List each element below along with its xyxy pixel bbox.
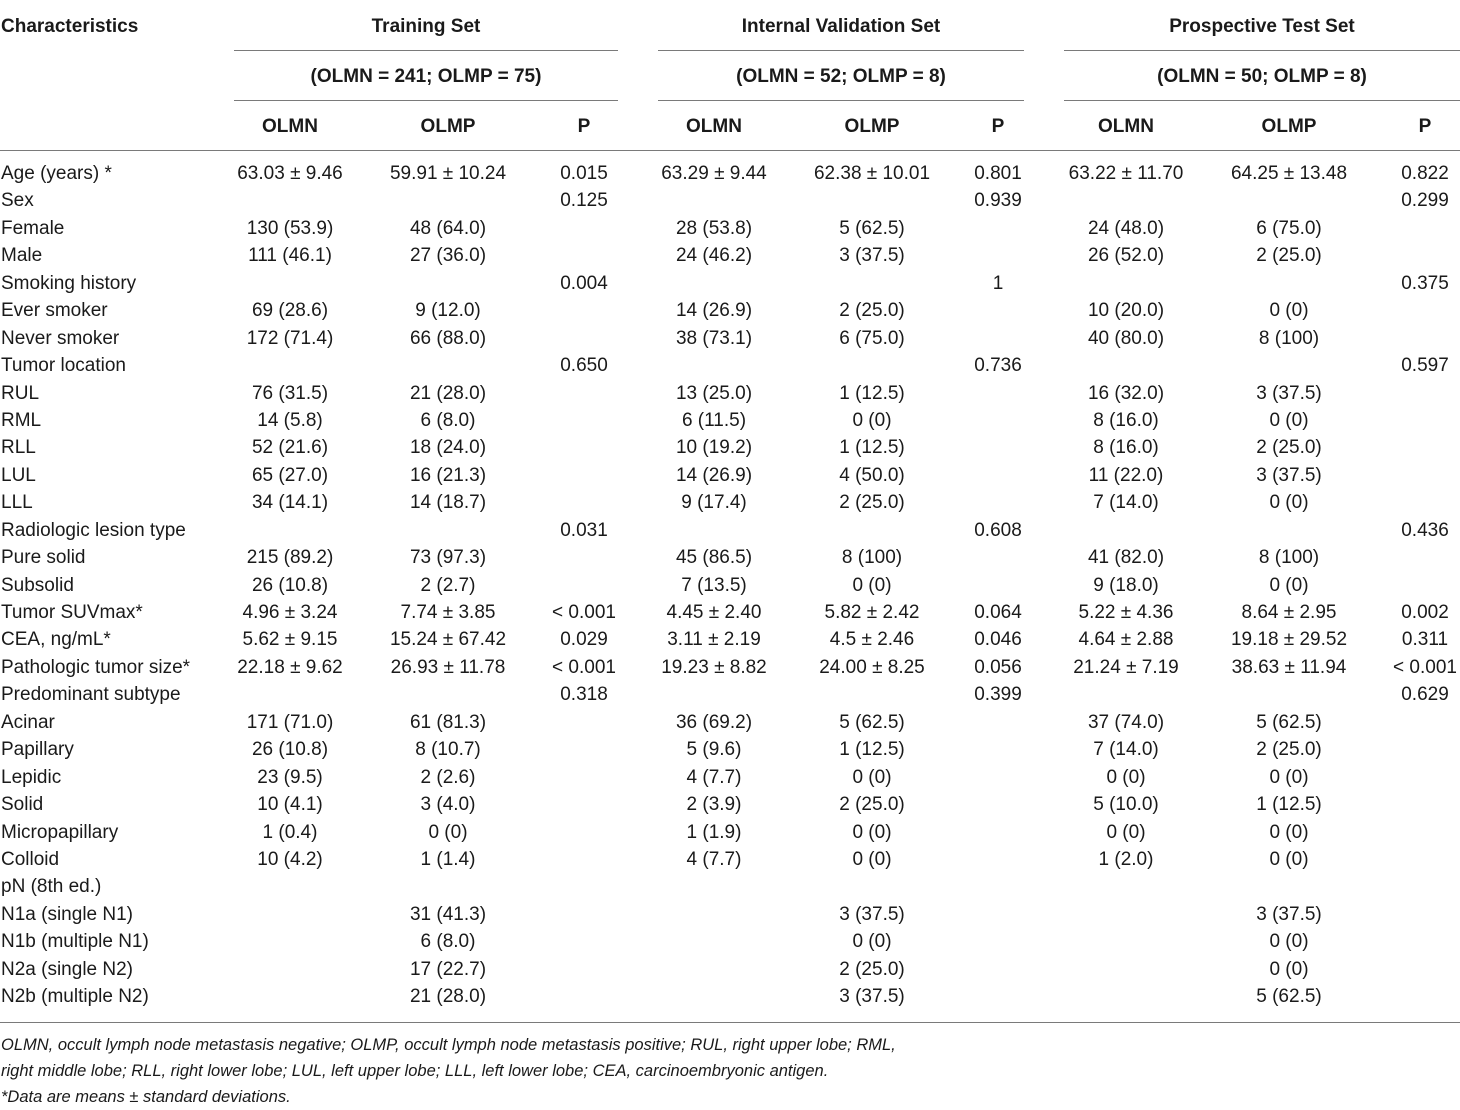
- table-cell: 6 (8.0): [420, 931, 476, 953]
- table-cell: 2 (25.0): [1256, 437, 1322, 459]
- table-cell: 6 (75.0): [839, 327, 905, 349]
- table-cell: 0 (0): [1269, 300, 1309, 322]
- table-cell: 7 (13.5): [681, 574, 747, 596]
- table-cell: 0.046: [974, 629, 1022, 651]
- table-cell: 24 (48.0): [1087, 217, 1165, 239]
- table-cell: 0.031: [560, 519, 608, 541]
- table-row: [0, 929, 1460, 956]
- table-cell: 63.22 ± 11.70: [1068, 163, 1184, 184]
- table-cell: 0.004: [560, 272, 608, 294]
- table-cell: 69 (28.6): [251, 300, 329, 322]
- footnote-line: OLMN, occult lymph node metastasis negative; OLMP, occult lymph node metastasis positive; RUL, right upper lobe; RML,: [1, 1036, 896, 1054]
- table-cell: 5 (62.5): [839, 217, 905, 239]
- row-label: Sex: [1, 190, 34, 212]
- subcol-header: OLMP: [420, 116, 476, 137]
- table-cell: 2 (25.0): [839, 492, 905, 514]
- row-label: N1a (single N1): [1, 903, 133, 925]
- header-bottom-rule: [0, 150, 1460, 151]
- table-cell: 1 (0.4): [262, 821, 318, 843]
- table-cell: 171 (71.0): [246, 711, 334, 733]
- table-cell: 8 (10.7): [415, 739, 481, 761]
- table-cell: 15.24 ± 67.42: [389, 629, 507, 651]
- table-cell: 0.822: [1401, 163, 1449, 184]
- table-cell: 36 (69.2): [675, 711, 753, 733]
- subcol-header: P: [991, 116, 1005, 137]
- table-cell: 21 (28.0): [409, 382, 487, 404]
- table-cell: 0.801: [974, 163, 1022, 184]
- row-label: Colloid: [1, 848, 60, 870]
- group-rule-internal-top: [658, 50, 1024, 51]
- table-cell: 4.45 ± 2.40: [666, 602, 762, 623]
- subcol-header: OLMN: [686, 116, 742, 137]
- table-row: [0, 161, 1460, 188]
- table-cell: 0 (0): [1269, 409, 1309, 431]
- table-row: [0, 408, 1460, 435]
- table-row: [0, 847, 1460, 874]
- table-cell: 0 (0): [1269, 848, 1309, 870]
- table-cell: 66 (88.0): [409, 327, 487, 349]
- table-cell: 26 (10.8): [251, 739, 329, 761]
- table-cell: 0.650: [560, 355, 608, 377]
- row-label: Ever smoker: [1, 300, 108, 322]
- table-cell: 40 (80.0): [1087, 327, 1165, 349]
- group-title-training: Training Set: [371, 16, 481, 37]
- table-cell: 48 (64.0): [409, 217, 487, 239]
- table-cell: 52 (21.6): [251, 437, 329, 459]
- table-cell: 2 (25.0): [839, 794, 905, 816]
- table-cell: 3 (37.5): [839, 245, 905, 267]
- table-cell: 4.96 ± 3.24: [242, 602, 338, 623]
- table-cell: 0 (0): [852, 766, 892, 788]
- group-subtitle-prospective-test: (OLMN = 50; OLMP = 8): [1157, 66, 1367, 87]
- row-label: Micropapillary: [1, 821, 119, 843]
- row-label: Age (years) *: [1, 163, 112, 184]
- row-label: N2a (single N2): [1, 958, 133, 980]
- subcol-header: OLMN: [262, 116, 318, 137]
- table-cell: 64.25 ± 13.48: [1230, 163, 1348, 184]
- table-cell: 215 (89.2): [246, 547, 334, 569]
- row-label: Smoking history: [1, 272, 137, 294]
- table-cell: 7.74 ± 3.85: [400, 602, 496, 623]
- table-cell: 21.24 ± 7.19: [1073, 656, 1179, 678]
- table-cell: 2 (3.9): [686, 794, 742, 816]
- table-cell: 63.29 ± 9.44: [661, 163, 767, 184]
- table-cell: 0 (0): [1269, 574, 1309, 596]
- group-rule-training-top: [234, 50, 618, 51]
- table-cell: 0 (0): [1269, 931, 1309, 953]
- table-cell: 1: [992, 272, 1004, 294]
- table-row: [0, 820, 1460, 847]
- row-label: Tumor location: [1, 355, 126, 377]
- table-cell: 5.62 ± 9.15: [242, 629, 338, 651]
- table-row: [0, 435, 1460, 462]
- table-cell: 16 (32.0): [1087, 382, 1165, 404]
- table-cell: 3.11 ± 2.19: [667, 629, 761, 651]
- table-cell: 3 (37.5): [1256, 464, 1322, 486]
- table-cell: 34 (14.1): [251, 492, 329, 514]
- table-cell: 1 (12.5): [839, 437, 905, 459]
- row-label: Lepidic: [1, 766, 62, 788]
- table-cell: 62.38 ± 10.01: [813, 163, 931, 184]
- table-cell: 9 (18.0): [1093, 574, 1159, 596]
- table-cell: 14 (26.9): [675, 464, 753, 486]
- table-cell: < 0.001: [552, 656, 616, 678]
- table-cell: 1 (12.5): [839, 382, 905, 404]
- table-cell: 31 (41.3): [409, 903, 487, 925]
- table-row: [0, 627, 1460, 654]
- table-cell: 6 (8.0): [420, 409, 476, 431]
- table-cell: 19.23 ± 8.82: [661, 656, 767, 678]
- table-cell: 172 (71.4): [246, 327, 334, 349]
- table-cell: 2 (25.0): [1256, 739, 1322, 761]
- table-cell: 2 (2.6): [420, 766, 476, 788]
- row-label: Tumor SUVmax*: [1, 602, 143, 623]
- row-label: RUL: [1, 382, 40, 404]
- table-cell: 0 (0): [852, 931, 892, 953]
- group-title-internal-validation: Internal Validation Set: [741, 16, 941, 37]
- table-row: [0, 984, 1460, 1011]
- table-row: [0, 655, 1460, 682]
- table-row: [0, 682, 1460, 709]
- table-cell: 0 (0): [1269, 958, 1309, 980]
- table-cell: 59.91 ± 10.24: [389, 163, 507, 184]
- table-cell: 26 (52.0): [1087, 245, 1165, 267]
- subcol-header: P: [577, 116, 591, 137]
- table-cell: 11 (22.0): [1088, 464, 1164, 486]
- table-row: [0, 600, 1460, 627]
- table-cell: < 0.001: [552, 602, 616, 623]
- table-body: [0, 161, 1460, 1012]
- row-label: pN (8th ed.): [1, 876, 102, 898]
- table-cell: 130 (53.9): [246, 217, 334, 239]
- row-label: Pure solid: [1, 547, 86, 569]
- table-footnotes: [1, 1032, 896, 1110]
- table-cell: 7 (14.0): [1093, 739, 1159, 761]
- footnote-line: right middle lobe; RLL, right lower lobe; LUL, left upper lobe; LLL, left lower lobe; CEA, carcinoembryonic antigen.: [1, 1062, 829, 1080]
- table-cell: 8 (100): [841, 547, 903, 569]
- table-cell: 3 (37.5): [839, 986, 905, 1008]
- table-cell: 0 (0): [1269, 492, 1309, 514]
- table-cell: 16 (21.3): [409, 464, 487, 486]
- table-cell: 4 (7.7): [686, 766, 742, 788]
- table-cell: 4 (7.7): [686, 848, 742, 870]
- table-cell: 0 (0): [1269, 766, 1309, 788]
- row-label: Female: [1, 217, 65, 239]
- table-cell: 26.93 ± 11.78: [390, 656, 506, 678]
- table-cell: 0.436: [1401, 519, 1449, 541]
- table-cell: 3 (37.5): [1256, 903, 1322, 925]
- table-row: [0, 326, 1460, 353]
- table-cell: 73 (97.3): [409, 547, 487, 569]
- row-label: Radiologic lesion type: [1, 519, 186, 541]
- group-rule-internal-bottom: [658, 100, 1024, 101]
- table-cell: 0.125: [560, 190, 608, 212]
- table-cell: 0 (0): [852, 821, 892, 843]
- table-row: [0, 792, 1460, 819]
- row-label: Pathologic tumor size*: [1, 656, 191, 678]
- table-bottom-rule: [0, 1022, 1460, 1023]
- footnote-line: *Data are means ± standard deviations.: [1, 1088, 291, 1106]
- table-cell: 4.64 ± 2.88: [1078, 629, 1174, 651]
- table-cell: 38 (73.1): [675, 327, 753, 349]
- table-cell: 9 (12.0): [415, 300, 481, 322]
- table-cell: 23 (9.5): [257, 766, 323, 788]
- table-row: [0, 243, 1460, 270]
- table-cell: 17 (22.7): [409, 958, 487, 980]
- table-cell: 0.399: [974, 684, 1022, 706]
- table-cell: 0 (0): [1106, 766, 1146, 788]
- table-cell: 0 (0): [852, 848, 892, 870]
- row-label: Subsolid: [1, 574, 74, 596]
- table-cell: 0 (0): [1269, 821, 1309, 843]
- table-cell: 24 (46.2): [675, 245, 753, 267]
- table-cell: 14 (26.9): [675, 300, 753, 322]
- group-subtitle-internal-validation: (OLMN = 52; OLMP = 8): [736, 66, 946, 87]
- table-cell: 8 (16.0): [1093, 409, 1159, 431]
- group-rule-prospective-top: [1064, 50, 1460, 51]
- table-row: [0, 298, 1460, 325]
- table-row: [0, 737, 1460, 764]
- subcol-header: OLMP: [844, 116, 900, 137]
- table-cell: 1 (1.4): [420, 848, 476, 870]
- row-label: Acinar: [1, 711, 55, 733]
- table-cell: 0.311: [1401, 629, 1449, 651]
- group-title-prospective-test: Prospective Test Set: [1169, 16, 1355, 37]
- table-cell: 41 (82.0): [1087, 547, 1165, 569]
- table-cell: 28 (53.8): [675, 217, 753, 239]
- table-row: [0, 573, 1460, 600]
- table-row: [0, 518, 1460, 545]
- table-cell: 10 (4.2): [257, 848, 323, 870]
- table-row: [0, 463, 1460, 490]
- table-cell: 14 (5.8): [257, 409, 323, 431]
- table-cell: 0 (0): [852, 574, 892, 596]
- table-cell: 0.597: [1401, 355, 1449, 377]
- table-cell: 6 (75.0): [1256, 217, 1322, 239]
- table-row: [0, 188, 1460, 215]
- table-cell: 27 (36.0): [409, 245, 487, 267]
- table-row: [0, 545, 1460, 572]
- group-rule-prospective-bottom: [1064, 100, 1460, 101]
- table-row: [0, 902, 1460, 929]
- table-cell: 22.18 ± 9.62: [237, 656, 343, 678]
- table-cell: 0.015: [560, 163, 608, 184]
- table-cell: 76 (31.5): [251, 382, 329, 404]
- table-cell: 0 (0): [852, 409, 892, 431]
- table-cell: 2 (25.0): [839, 300, 905, 322]
- table-row: [0, 271, 1460, 298]
- table-cell: 0 (0): [1106, 821, 1146, 843]
- table-cell: 2 (25.0): [839, 958, 905, 980]
- table-cell: 0.299: [1401, 190, 1449, 212]
- table-cell: 1 (12.5): [1256, 794, 1322, 816]
- table-cell: 5.82 ± 2.42: [824, 602, 920, 623]
- table-cell: < 0.001: [1393, 656, 1457, 678]
- table-cell: 3 (37.5): [839, 903, 905, 925]
- table-cell: 5.22 ± 4.36: [1078, 602, 1174, 623]
- table-cell: 24.00 ± 8.25: [819, 656, 925, 678]
- table-cell: 37 (74.0): [1087, 711, 1165, 733]
- table-cell: 4.5 ± 2.46: [829, 629, 915, 651]
- table-cell: 14 (18.7): [409, 492, 487, 514]
- table-cell: 21 (28.0): [409, 986, 487, 1008]
- table-cell: 8 (100): [1258, 547, 1320, 569]
- row-label: N1b (multiple N1): [1, 931, 149, 953]
- table-cell: 38.63 ± 11.94: [1231, 656, 1347, 678]
- table-row: [0, 710, 1460, 737]
- table-cell: 0.375: [1401, 272, 1449, 294]
- table-cell: 8 (16.0): [1093, 437, 1159, 459]
- table-cell: 10 (4.1): [257, 794, 323, 816]
- table-cell: 0.318: [560, 684, 608, 706]
- table-cell: 5 (62.5): [1256, 986, 1322, 1008]
- row-label: RML: [1, 409, 42, 431]
- table-cell: 10 (19.2): [675, 437, 753, 459]
- row-label: LLL: [1, 492, 33, 514]
- table-row: [0, 353, 1460, 380]
- table-cell: 8 (100): [1258, 327, 1320, 349]
- table-cell: 3 (37.5): [1256, 382, 1322, 404]
- table-cell: 6 (11.5): [681, 409, 747, 431]
- table-cell: 0.608: [974, 519, 1022, 541]
- table-row: [0, 957, 1460, 984]
- table-cell: 1 (12.5): [839, 739, 905, 761]
- table-cell: 1 (1.9): [686, 821, 742, 843]
- table-cell: 0.939: [974, 190, 1022, 212]
- table-cell: 26 (10.8): [251, 574, 329, 596]
- table-cell: 18 (24.0): [409, 437, 487, 459]
- group-rule-training-bottom: [234, 100, 618, 101]
- table-row: [0, 490, 1460, 517]
- group-subtitle-training: (OLMN = 241; OLMP = 75): [310, 66, 542, 87]
- row-label: Never smoker: [1, 327, 120, 349]
- table-cell: 3 (4.0): [420, 794, 476, 816]
- row-label: LUL: [1, 464, 36, 486]
- table-cell: 5 (62.5): [1256, 711, 1322, 733]
- table-cell: 5 (10.0): [1093, 794, 1159, 816]
- table-cell: 4 (50.0): [839, 464, 905, 486]
- row-label: Predominant subtype: [1, 684, 181, 706]
- table-cell: 5 (62.5): [839, 711, 905, 733]
- table-cell: 0.736: [974, 355, 1022, 377]
- table-cell: 0.002: [1401, 602, 1449, 623]
- table-cell: 0.029: [560, 629, 608, 651]
- table-cell: 2 (2.7): [420, 574, 476, 596]
- row-label: RLL: [1, 437, 36, 459]
- row-label: Male: [1, 245, 43, 267]
- table-cell: 0.064: [974, 602, 1022, 623]
- table-cell: 63.03 ± 9.46: [237, 163, 343, 184]
- table-cell: 61 (81.3): [409, 711, 487, 733]
- table-cell: 5 (9.6): [686, 739, 742, 761]
- subcol-header: P: [1418, 116, 1432, 137]
- table-cell: 45 (86.5): [675, 547, 753, 569]
- header-characteristics: Characteristics: [1, 16, 139, 37]
- table-row: [0, 874, 1460, 901]
- row-label: CEA, ng/mL*: [1, 629, 111, 651]
- table-row: [0, 765, 1460, 792]
- table-cell: 8.64 ± 2.95: [1241, 602, 1337, 623]
- table-cell: 0.056: [974, 656, 1022, 678]
- table-row: [0, 381, 1460, 408]
- subcol-header: OLMN: [1098, 116, 1154, 137]
- table-cell: 10 (20.0): [1087, 300, 1165, 322]
- table-row: [0, 216, 1460, 243]
- table-cell: 2 (25.0): [1256, 245, 1322, 267]
- table-cell: 0.629: [1401, 684, 1449, 706]
- table-cell: 1 (2.0): [1098, 848, 1154, 870]
- table-cell: 19.18 ± 29.52: [1230, 629, 1348, 651]
- table-cell: 9 (17.4): [681, 492, 747, 514]
- row-label: N2b (multiple N2): [1, 986, 149, 1008]
- table-cell: 65 (27.0): [251, 464, 329, 486]
- table-cell: 7 (14.0): [1093, 492, 1159, 514]
- subcol-header: OLMP: [1261, 116, 1317, 137]
- table-cell: 0 (0): [428, 821, 468, 843]
- row-label: Papillary: [1, 739, 74, 761]
- table-cell: 13 (25.0): [675, 382, 753, 404]
- table-cell: 111 (46.1): [248, 245, 332, 267]
- row-label: Solid: [1, 794, 44, 816]
